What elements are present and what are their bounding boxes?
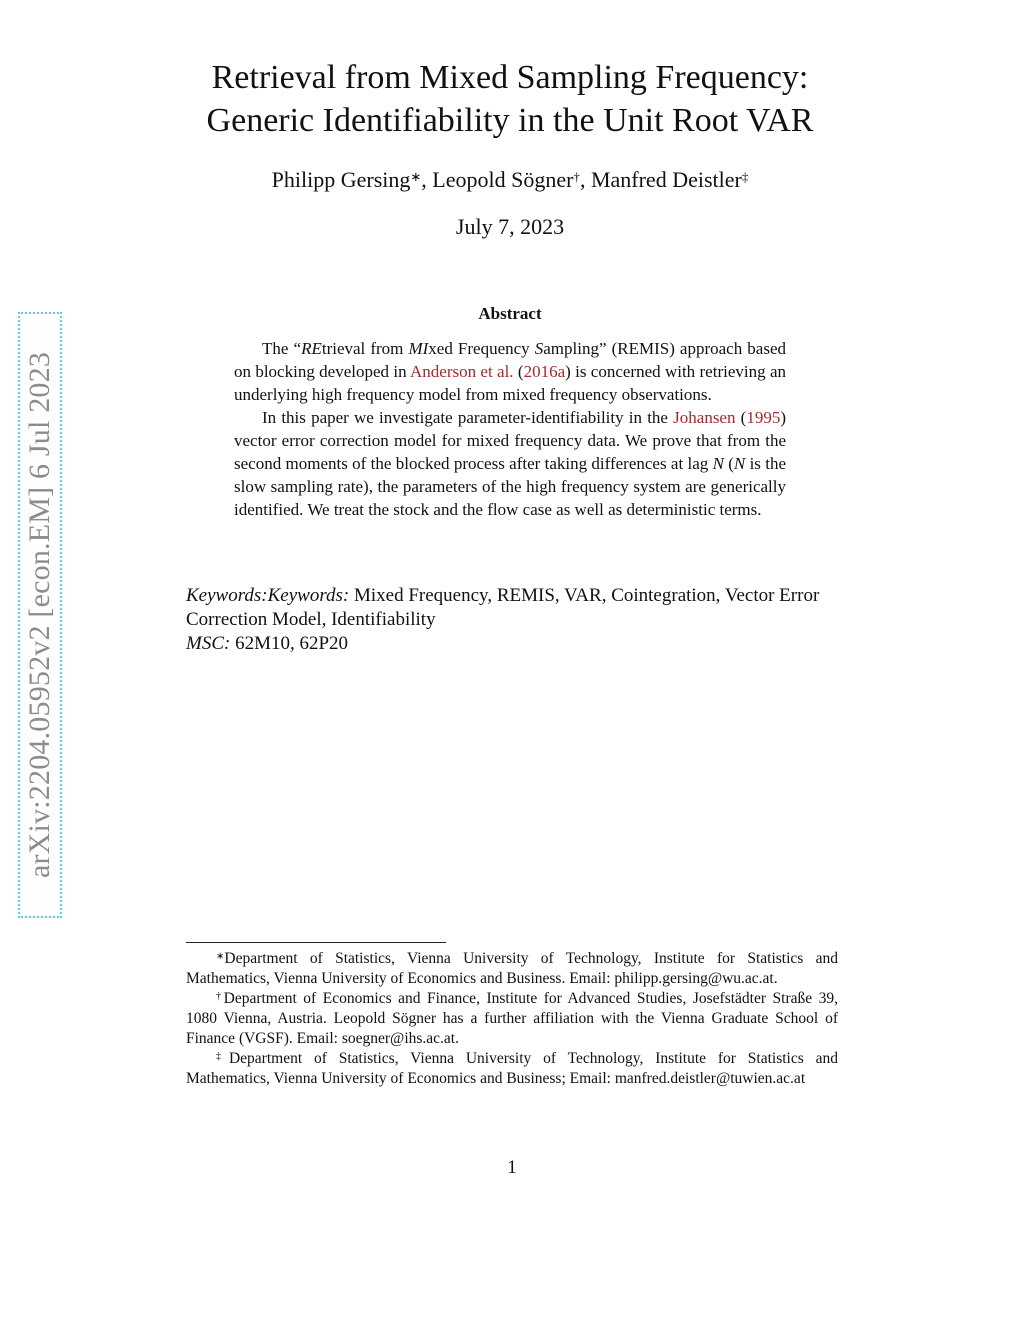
footnote-mark: †: [216, 991, 224, 1002]
citation-link[interactable]: Anderson et al.: [410, 362, 514, 381]
text-run: The “: [262, 339, 302, 358]
footnote-3: [186, 1049, 838, 1089]
text-run: xed Frequency: [428, 339, 535, 358]
keywords-block: [186, 584, 838, 656]
math-symbol: N: [712, 454, 724, 473]
abstract-paragraph-2: [234, 406, 786, 521]
author-name: Leopold Sögner: [432, 167, 574, 192]
footnote-mark[interactable]: ‡: [741, 169, 749, 184]
text-run-italic: MI: [408, 339, 429, 358]
keywords-line: [186, 584, 838, 632]
text-run-italic: RE: [301, 339, 322, 358]
text-run: is the slow sampling rate), the parameters of the high frequency system are generically identified. We treat the stock and the flow case as well as deterministic terms.: [234, 454, 786, 519]
footnote-mark: ‡: [216, 1051, 229, 1062]
footnote-1: [186, 949, 838, 989]
publication-date: July 7, 2023: [455, 214, 565, 239]
footnote-mark: ∗: [216, 951, 225, 962]
citation-year-link[interactable]: 2016a: [523, 362, 566, 381]
footnote-text: Department of Statistics, Vienna University of Technology, Institute for Statistics and Mathematics, Vienna University of Economics and Business; Email: manfred.deistler@tuwien.ac.at: [186, 1050, 838, 1087]
footnote-text: Department of Economics and Finance, Institute for Advanced Studies, Josefstädter Straße 39, 1080 Vienna, Austria. Leopold Sögner has a further affiliation with the Vienna Graduate School of Finance (VGSF). Email: soegner@ihs.ac.at.: [186, 990, 839, 1047]
text-run: ampling” (REMIS) approach based on blocking developed in: [234, 339, 787, 381]
text-run: trieval from: [321, 339, 409, 358]
text-run: ) vector error correction model for mixed frequency data. We prove that from the second moments of the blocked process after taking differences at lag: [234, 408, 786, 473]
text-run-italic: S: [534, 339, 544, 358]
paper-title-line-1: Retrieval from Mixed Sampling Frequency:: [211, 59, 809, 96]
footnote-mark[interactable]: ∗: [410, 169, 422, 184]
abstract-heading: Abstract: [478, 304, 542, 323]
keywords-label: Keywords:Keywords:: [186, 585, 350, 606]
citation-year-link[interactable]: 1995: [746, 408, 781, 427]
keywords-text: Mixed Frequency, REMIS, VAR, Cointegration, Vector Error Correction Model, Identifiability: [186, 585, 820, 630]
text-run: (: [513, 362, 524, 381]
text-run: (: [723, 454, 734, 473]
abstract-body: [234, 337, 786, 521]
paper-title-line-2: Generic Identifiability in the Unit Root VAR: [206, 102, 814, 139]
footnote-text: Department of Statistics, Vienna University of Technology, Institute for Statistics and Mathematics, Vienna University of Economics and Business. Email: philipp.gersing@wu.ac.at.: [186, 950, 838, 987]
author-list: [150, 165, 870, 195]
author-name: Manfred Deistler: [590, 167, 742, 192]
text-run: (: [735, 408, 747, 427]
page-number: 1: [507, 1157, 517, 1178]
arxiv-stamp: [18, 312, 62, 918]
footnote-2: [186, 989, 838, 1049]
msc-line: [186, 632, 838, 656]
author-separator: ,: [579, 167, 591, 192]
author-separator: ,: [421, 167, 433, 192]
arxiv-identifier: arXiv:2204.05952v2 [econ.EM] 6 Jul 2023: [23, 351, 56, 879]
text-run: In this paper we investigate parameter-identifiability in the: [262, 408, 674, 427]
msc-text: 62M10, 62P20: [230, 633, 349, 654]
text-run: ) is concerned with retrieving an underlying high frequency model from mixed frequency observations.: [234, 362, 786, 404]
msc-label: MSC:: [186, 633, 231, 654]
abstract-paragraph-1: [234, 337, 786, 406]
math-symbol: N: [733, 454, 746, 473]
footnote-mark[interactable]: †: [573, 169, 580, 184]
footnote-divider: [186, 942, 446, 943]
author-name: Philipp Gersing: [271, 167, 411, 192]
footnotes: [186, 949, 838, 1089]
citation-link[interactable]: Johansen: [673, 408, 736, 427]
